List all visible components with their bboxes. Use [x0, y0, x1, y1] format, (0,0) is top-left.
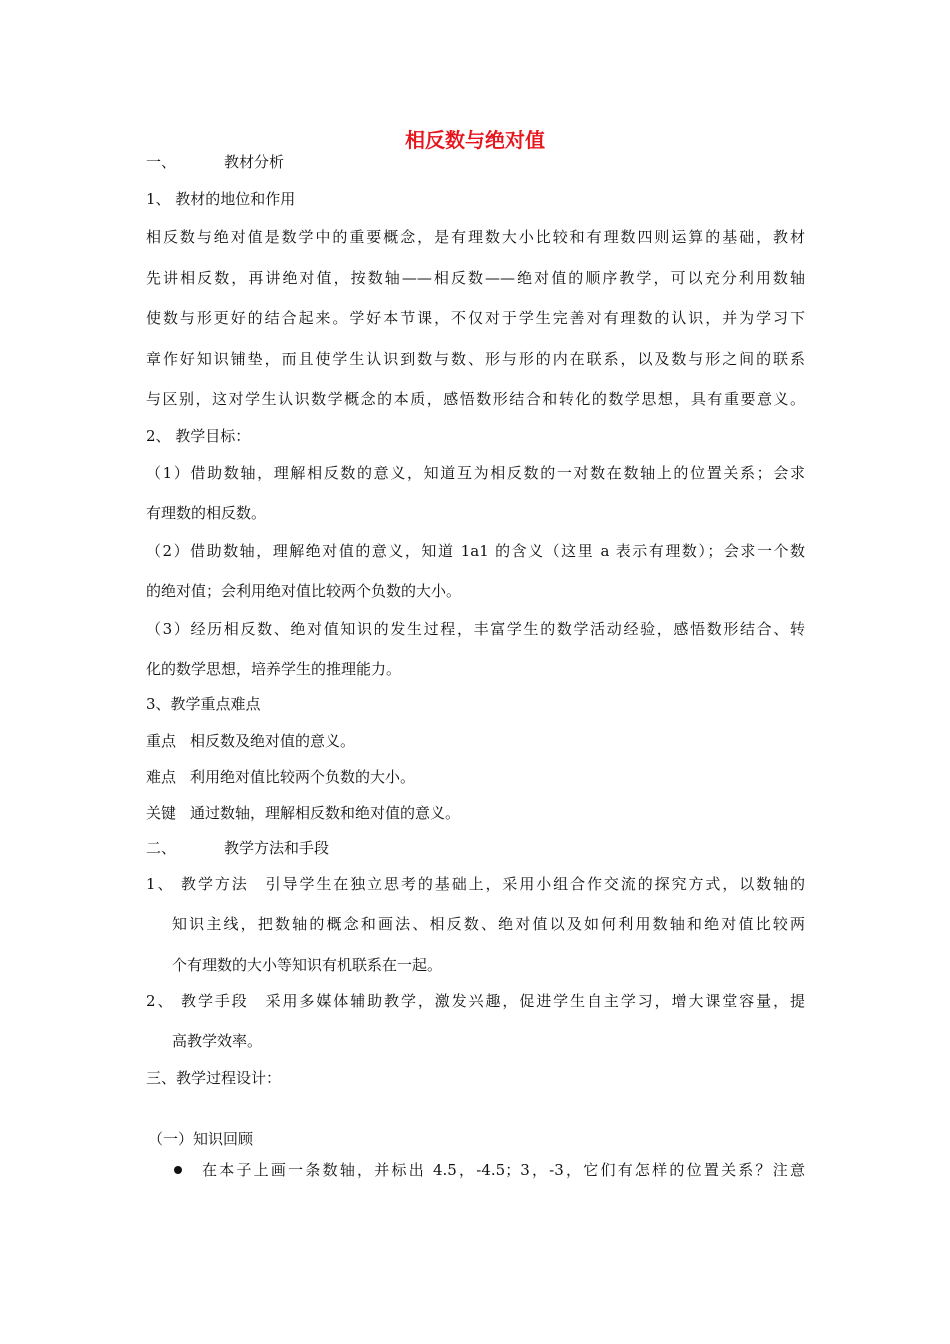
- section-number: 一、: [146, 153, 177, 171]
- difficult-point: [146, 767, 415, 787]
- method-line: 个有理数的大小等知识有机联系在一起。: [172, 956, 443, 974]
- paragraph-line: 相反数与绝对值是数学中的重要概念，是有理数大小比较和有理数四则运算的基础，教材: [146, 228, 805, 246]
- goal-3-line: 化的数学思想，培养学生的推理能力。: [146, 660, 402, 678]
- section-3-heading: 三、教学过程设计：: [146, 1069, 282, 1087]
- means-line: 2、 教学手段 采用多媒体辅助教学，激发兴趣，促进学生自主学习，增大课堂容量，提: [146, 992, 805, 1010]
- key-label: 难点: [146, 768, 177, 786]
- crucial-point: [146, 803, 460, 823]
- section-1-heading: [146, 152, 284, 172]
- key-label: 关键: [146, 804, 177, 822]
- means-line: 高教学效率。: [172, 1032, 263, 1050]
- key-text: 相反数及绝对值的意义。: [190, 732, 356, 750]
- bullet-text: 在本子上画一条数轴，并标出 4.5，-4.5；3，-3，它们有怎样的位置关系？注意: [202, 1161, 805, 1179]
- paragraph-line: 与区别，这对学生认识数学概念的本质，感悟数形结合和转化的数学思想，具有重要意义。: [146, 390, 805, 408]
- section-number: 二、: [146, 839, 177, 857]
- section-title: 教材分析: [224, 153, 285, 171]
- section-2-heading: [146, 838, 329, 858]
- paragraph-line: 使数与形更好的结合起来。学好本节课，不仅对于学生完善对有理数的认识，并为学习下: [146, 309, 805, 327]
- subsection-review: （一）知识回顾: [148, 1130, 254, 1148]
- goal-2-line: （2）借助数轴，理解绝对值的意义，知道 1a1 的含义（这里 a 表示有理数）；会求一个数: [146, 542, 805, 560]
- paragraph-line: 先讲相反数，再讲绝对值，按数轴——相反数——绝对值的顺序教学，可以充分利用数轴: [146, 269, 805, 287]
- method-line: 1、 教学方法 引导学生在独立思考的基础上，采用小组合作交流的探究方式，以数轴的: [146, 875, 805, 893]
- key-label: 重点: [146, 732, 177, 750]
- paragraph-line: 章作好知识铺垫，而且使学生认识到数与数、形与形的内在联系，以及数与形之间的联系: [146, 350, 805, 368]
- bullet-icon: [174, 1166, 182, 1174]
- method-line: 知识主线，把数轴的概念和画法、相反数、绝对值以及如何利用数轴和绝对值比较两: [172, 915, 805, 933]
- key-point: [146, 731, 355, 751]
- goal-1-line: 有理数的相反数。: [146, 504, 267, 522]
- goal-3-line: （3）经历相反数、绝对值知识的发生过程，丰富学生的数学活动经验，感悟数形结合、转: [146, 620, 805, 638]
- goal-1-line: （1）借助数轴，理解相反数的意义，知道互为相反数的一对数在数轴上的位置关系；会求: [146, 464, 805, 482]
- subheading-1-1: 1、 教材的地位和作用: [146, 190, 296, 208]
- key-text: 利用绝对值比较两个负数的大小。: [190, 768, 416, 786]
- subheading-1-2: 2、 教学目标：: [146, 427, 251, 445]
- document-title: 相反数与绝对值: [405, 128, 545, 152]
- key-text: 通过数轴，理解相反数和绝对值的意义。: [190, 804, 461, 822]
- section-title: 教学方法和手段: [224, 839, 330, 857]
- goal-2-line: 的绝对值；会利用绝对值比较两个负数的大小。: [146, 582, 462, 600]
- subheading-1-3: 3、教学重点难点: [146, 695, 261, 713]
